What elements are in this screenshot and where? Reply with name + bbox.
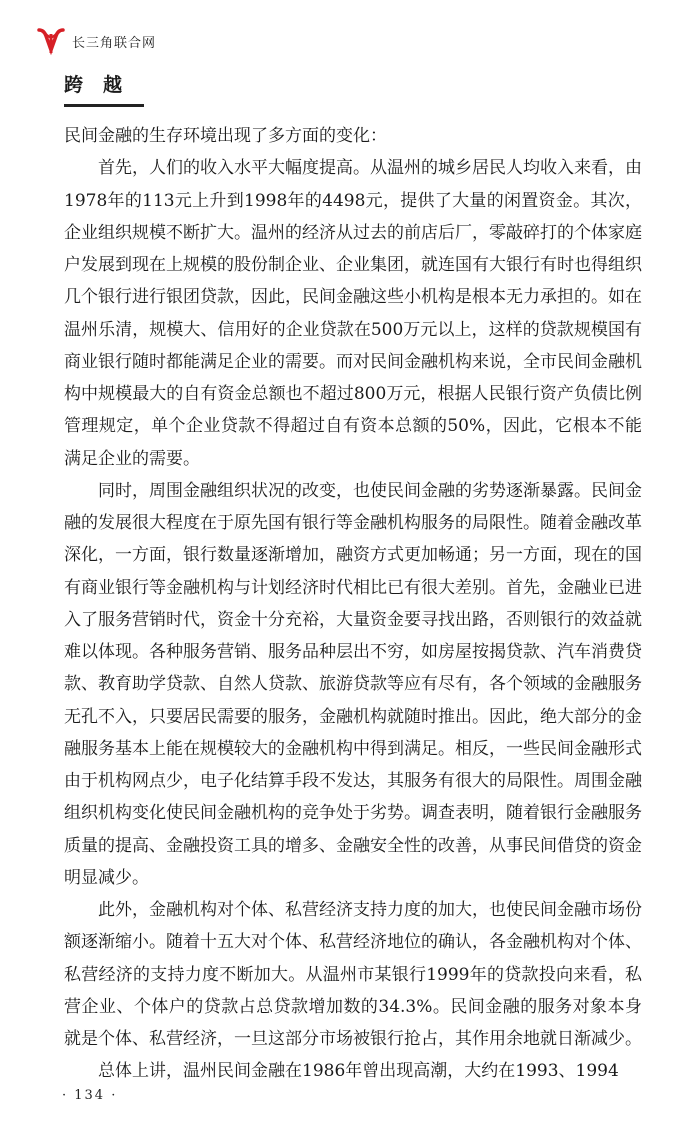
title-underline <box>64 104 144 107</box>
page-header <box>36 26 156 56</box>
page-number: · 134 · <box>62 1088 118 1103</box>
paragraph: 此外，金融机构对个体、私营经济支持力度的加大，也使民间金融市场份额逐渐缩小。随着十五大对个体、私营经济地位的确认，各金融机构对个体、私营经济的支持力度不断加大。从温州市某银行1999年的贷款投向来看，私营企业、个体户的贷款占总贷款增加数的34.3%。民间金融的服务对象本身就是个体、私营经济，一旦这部分市场被银行抢占，其作用余地就日渐减少。 <box>64 900 642 1049</box>
section-title: 跨越 <box>64 74 143 96</box>
paragraph: 同时，周围金融组织状况的改变，也使民间金融的劣势逐渐暴露。民间金融的发展很大程度在于原先国有银行等金融机构服务的局限性。随着金融改革深化，一方面，银行数量逐渐增加，融资方式更加畅通；另一方面，现在的国有商业银行等金融机构与计划经济时代相比已有很大差别。首先，金融业已进入了服务营销时代，资金十分充裕，大量资金要寻找出路，否则银行的效益就难以体现。各种服务营销、服务品种层出不穷，如房屋按揭贷款、汽车消费贷款、教育助学贷款、自然人贷款、旅游贷款等应有尽有，各个领域的金融服务无孔不入，只要居民需要的服务，金融机构就随时推出。因此，绝大部分的金融服务基本上能在规模较大的金融机构中得到满足。相反，一些民间金融形式由于机构网点少，电子化结算手段不发达，其服务有很大的局限性。周围金融组织机构变化使民间金融机构的竞争处于劣势。调查表明，随着银行金融服务质量的提高、金融投资工具的增多、金融安全性的改善，从事民间借贷的资金明显减少。 <box>64 480 642 888</box>
section-heading <box>64 70 144 107</box>
article-body <box>64 120 642 1088</box>
paragraph: 民间金融的生存环境出现了多方面的变化： <box>64 126 387 146</box>
site-name: 长三角联合网 <box>72 35 157 51</box>
paragraph: 总体上讲，温州民间金融在1986年曾出现高潮，大约在1993、1994 <box>98 1061 619 1082</box>
site-logo-icon <box>36 26 66 56</box>
paragraph: 首先，人们的收入水平大幅度提高。从温州的城乡居民人均收入来看，由1978年的113元上升到1998年的4498元，提供了大量的闲置资金。其次，企业组织规模不断扩大。温州的经济从过去的前店后厂，零敲碎打的个体家庭户发展到现在上规模的股份制企业、企业集团，就连国有大银行有时也得组织几个银行进行银团贷款，因此，民间金融这些小机构是根本无力承担的。如在温州乐清，规模大、信用好的企业贷款在500万元以上，这样的贷款规模国有商业银行随时都能满足企业的需要。而对民间金融机构来说，全市民间金融机构中规模最大的自有资金总额也不超过800万元，根据人民银行资产负债比例管理规定，单个企业贷款不得超过自有资本总额的50%，因此，它根本不能满足企业的需要。 <box>64 158 642 469</box>
